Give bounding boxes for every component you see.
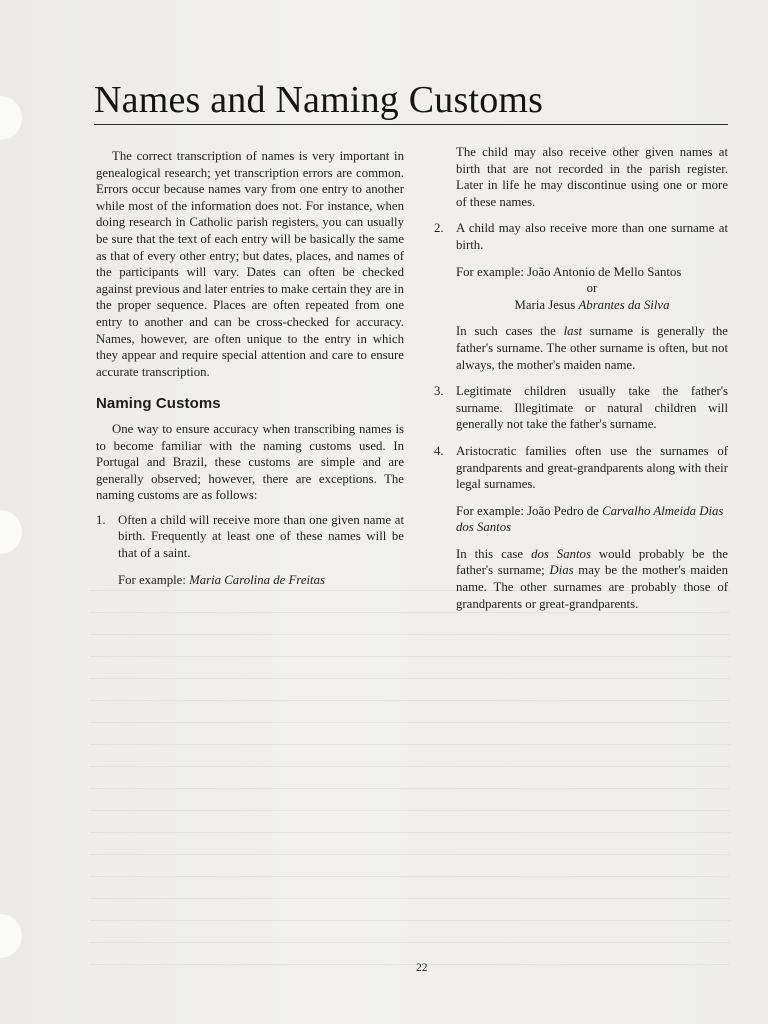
custom-item-4 — [434, 443, 728, 612]
example-or: or — [586, 281, 598, 296]
item-text: A child may also receive more than one surname at birth. — [456, 221, 728, 252]
note-em: last — [563, 324, 583, 339]
punch-hole — [0, 914, 22, 958]
naming-intro-paragraph: One way to ensure accuracy when transcribing names is to become familiar with the naming customs used. In Portugal and Brazil, these customs are simple and are generally observed; however, there are exceptions. The naming customs are as follows: — [96, 421, 404, 503]
note-before: In this case — [456, 546, 532, 561]
page-title: Names and Naming Customs — [94, 79, 544, 121]
example-prefix: For example: — [118, 572, 190, 587]
example-name: Maria Carolina de Freitas — [189, 572, 325, 587]
custom-item-1-continued — [434, 144, 728, 210]
page-number: 22 — [416, 962, 428, 974]
left-column — [96, 148, 404, 588]
item-text: Aristocratic families often use the surnames of grandparents and great-grandparents along with their legal surnames. — [456, 443, 728, 492]
item-note — [456, 323, 728, 373]
example-alt — [456, 297, 728, 314]
punch-hole — [0, 96, 22, 140]
example-alt-italic: Abrantes da Silva — [578, 297, 670, 312]
item-text: Legitimate children usually take the father's surname. Illegitimate or natural children will generally not take the father's surname. — [456, 384, 728, 432]
note-em: dos Santos — [531, 546, 591, 561]
note-before: In such cases the — [456, 324, 564, 339]
note-after: may be the mother's maiden name. The other surnames are probably those of grandparents or great-grandparents. — [456, 563, 728, 611]
custom-item-1 — [96, 512, 404, 588]
example-name: Carvalho Almeida Dias dos Santos — [456, 503, 724, 535]
note-em: Dias — [549, 563, 574, 578]
example-prefix: For example: — [456, 264, 528, 279]
bleed-through-text — [90, 590, 730, 980]
item-number: 2. — [434, 221, 444, 236]
title-rule — [94, 124, 728, 125]
item-example — [456, 503, 728, 536]
punch-hole — [0, 510, 22, 554]
section-heading: Naming Customs — [96, 395, 221, 413]
item-number: 4. — [434, 443, 444, 458]
custom-item-3 — [434, 383, 728, 433]
note-mid: would probably be the father's surname; — [456, 546, 728, 578]
intro-paragraph: The correct transcription of names is very important in genealogical research; yet transcription errors are common. Errors occur because names vary from one entry to another while most of the information does not. For instance, when doing research in Catholic parish registers, you can usually be sure that the text of each entry will be basically the same as that of every other entry; but dates, places, and names of the participants will vary. Dates can often be checked against previous and later entries to make certain they are in the proper sequence. Places are often repeated from one entry to another and can be cross-checked for accuracy. Names, however, are often unique to the entry in which they appear and require special attention and care to ensure accurate transcription. — [96, 149, 404, 379]
custom-item-2 — [434, 220, 728, 373]
item-text: Often a child will receive more than one given name at birth. Frequently at least one of these names will be that of a saint. — [118, 512, 404, 561]
item-example — [456, 264, 728, 281]
example-prefix: For example: João Pedro de — [456, 503, 603, 518]
right-column — [434, 144, 728, 612]
item-number: 3. — [434, 384, 444, 399]
item-note — [456, 546, 728, 612]
example-alt-plain: Maria Jesus — [514, 297, 579, 312]
note-after: surname is generally the father's surname. The other surname is often, but not always, the mother's maiden name. — [456, 324, 728, 372]
item-note: The child may also receive other given names at birth that are not recorded in the parish register. Later in life he may discontinue using one or more of these names. — [456, 145, 728, 209]
item-number: 1. — [96, 512, 106, 527]
example-name: João Antonio de Mello Santos — [527, 264, 682, 279]
item-example — [118, 572, 404, 589]
